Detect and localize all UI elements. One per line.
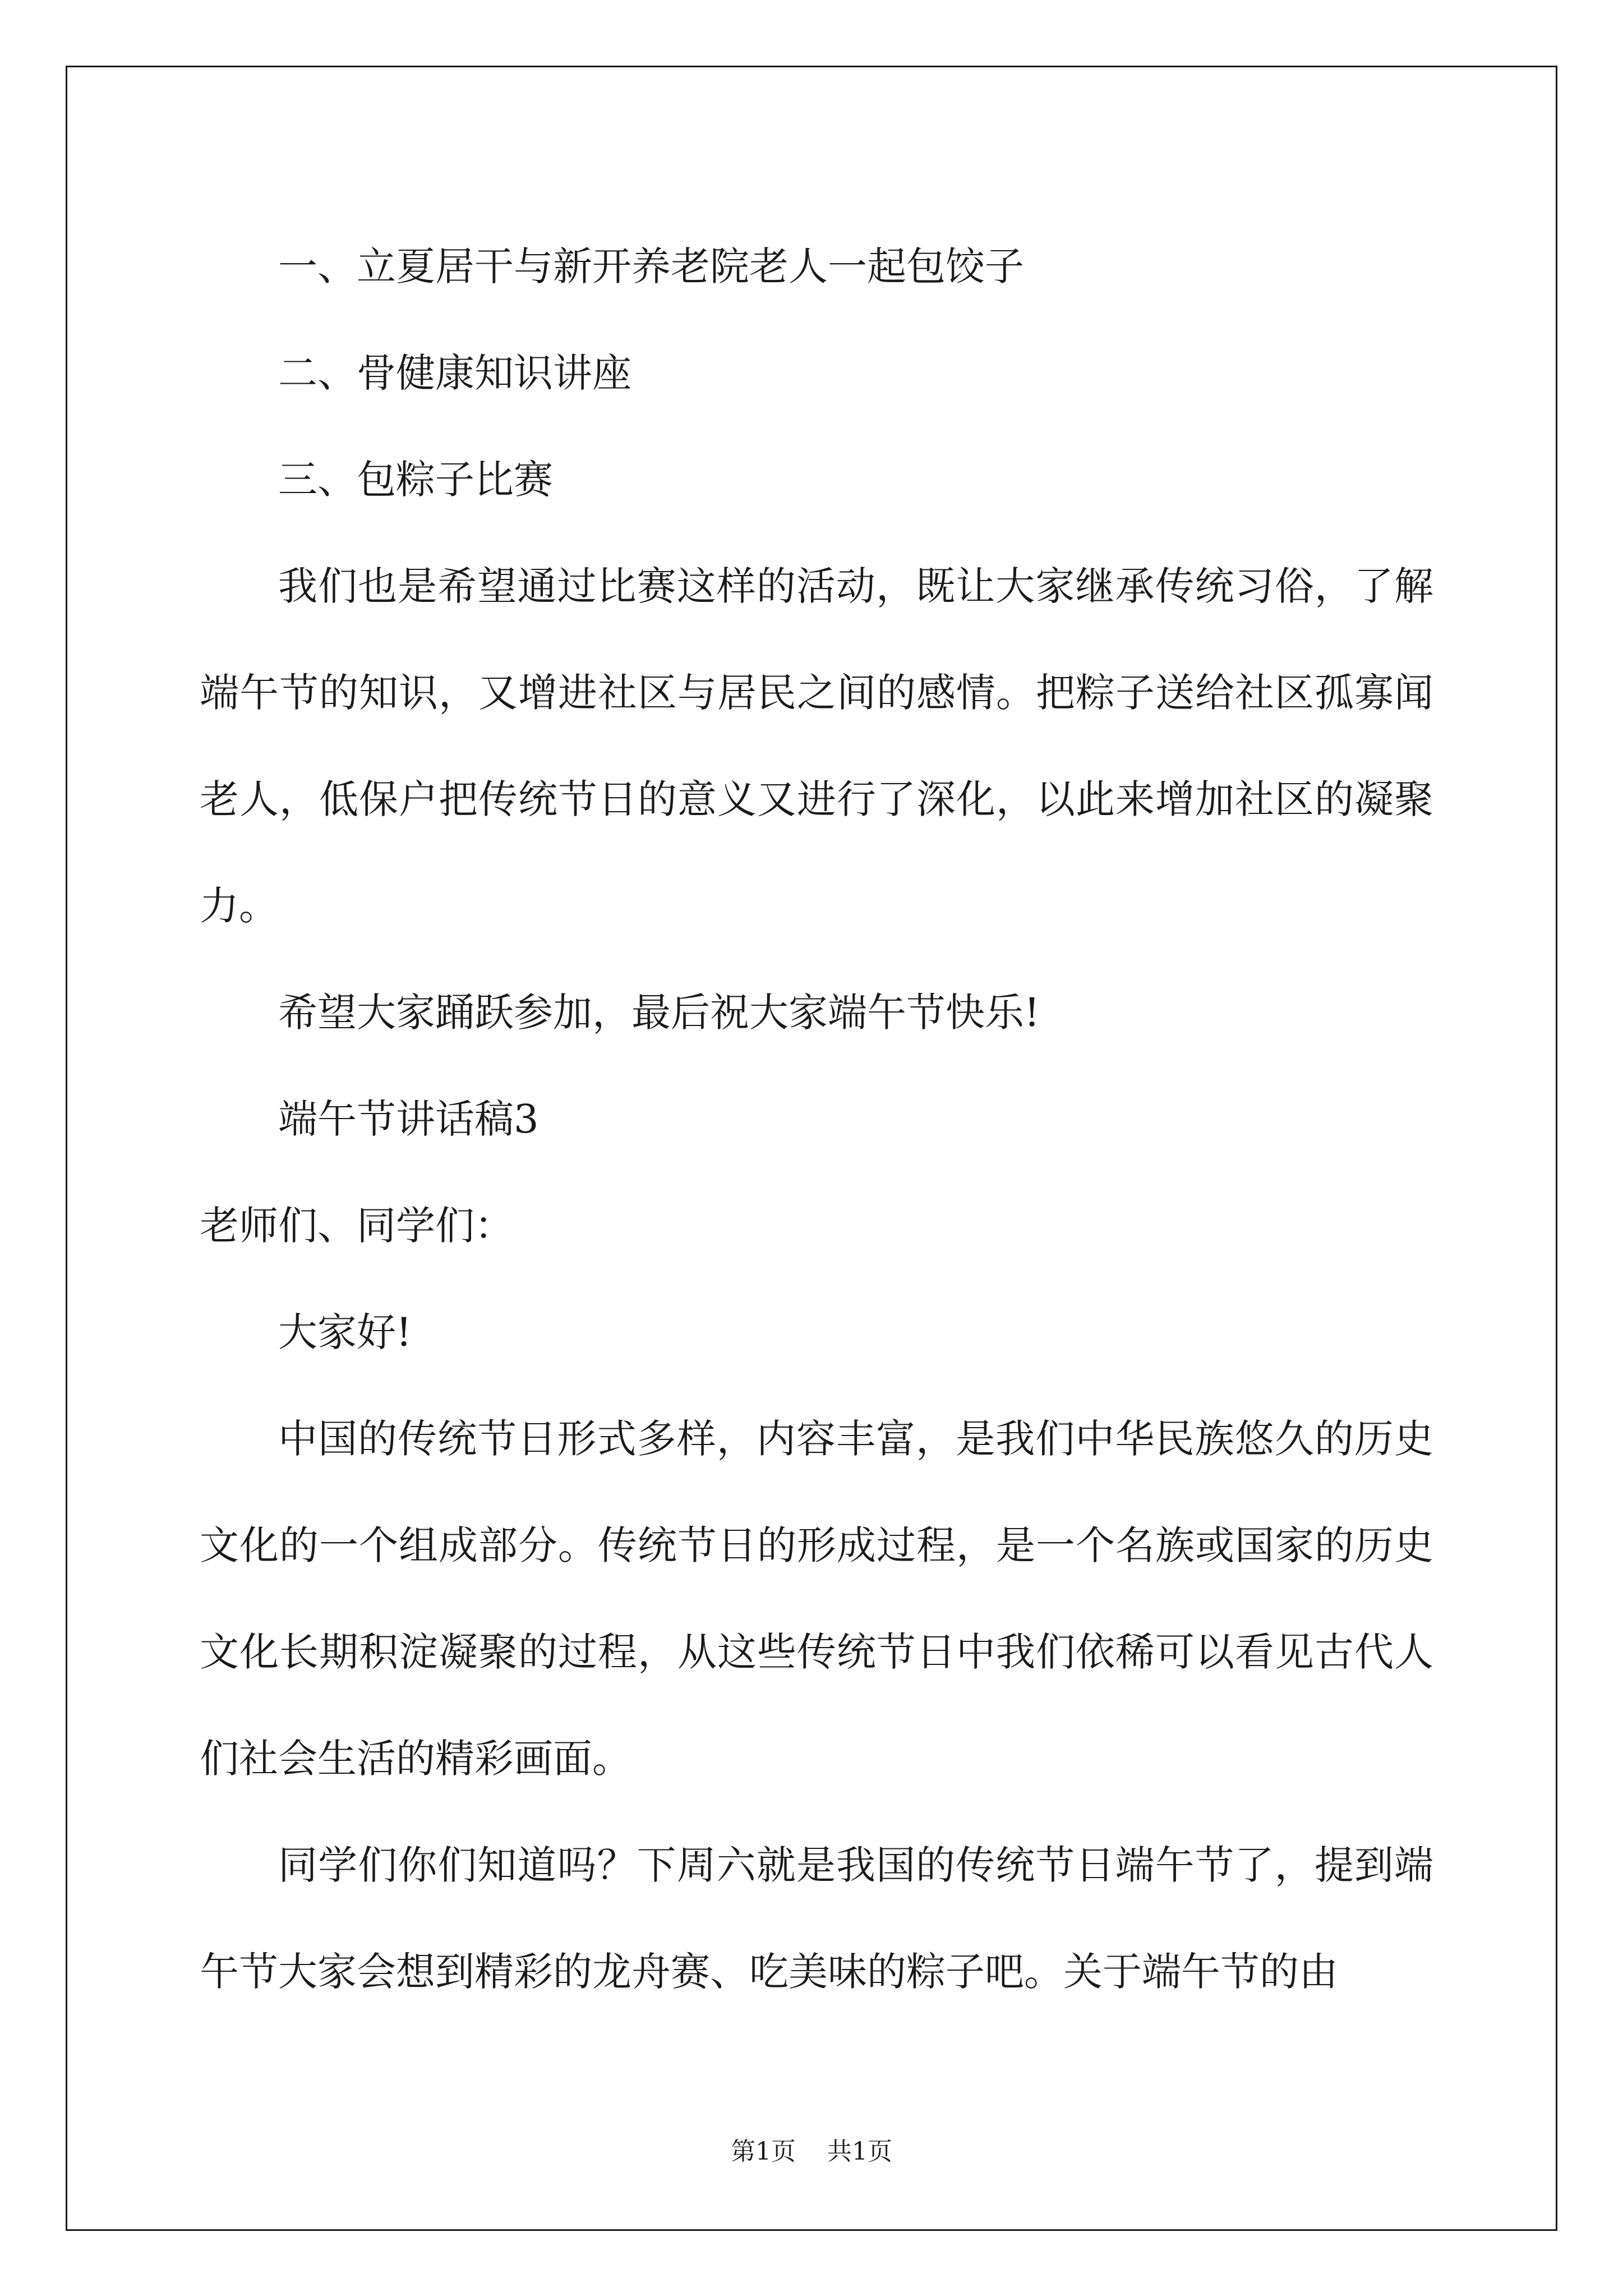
page-total: 共1页 xyxy=(827,2137,892,2166)
paragraph-activity-purpose: 我们也是希望通过比赛这样的活动，既让大家继承传统习俗，了解端午节的知识，又增进社区与居民之间的感情。把粽子送给社区孤寡闻老人，低保户把传统节日的意义又进行了深化，以此来增加社区的凝聚力。 xyxy=(200,563,1433,929)
paragraph-dragon-boat-festival: 同学们你们知道吗？下周六就是我国的传统节日端午节了，提到端午节大家会想到精彩的龙舟赛、吃美味的粽子吧。关于端午节的由 xyxy=(200,1842,1433,1995)
page-footer xyxy=(0,2135,1623,2169)
greeting: 大家好! xyxy=(278,1309,412,1355)
salutation: 老师们、同学们： xyxy=(200,1203,514,1249)
page-number: 第1页 xyxy=(731,2137,796,2166)
paragraph-item-3: 三、包粽子比赛 xyxy=(278,457,553,503)
paragraph-closing-wish: 希望大家踊跃参加，最后祝大家端午节快乐! xyxy=(278,990,1040,1036)
document-body xyxy=(200,213,1433,2025)
paragraph-traditional-festivals: 中国的传统节日形式多样，内容丰富，是我们中华民族悠久的历史文化的一个组成部分。传统节日的形成过程，是一个名族或国家的历史文化长期积淀凝聚的过程，从这些传统节日中我们依稀可以看见古代人们社会生活的精彩画面。 xyxy=(200,1416,1433,1782)
paragraph-item-2: 二、骨健康知识讲座 xyxy=(278,350,631,396)
section-title: 端午节讲话稿3 xyxy=(278,1096,539,1142)
paragraph-item-1: 一、立夏居干与新开养老院老人一起包饺子 xyxy=(278,243,1024,289)
